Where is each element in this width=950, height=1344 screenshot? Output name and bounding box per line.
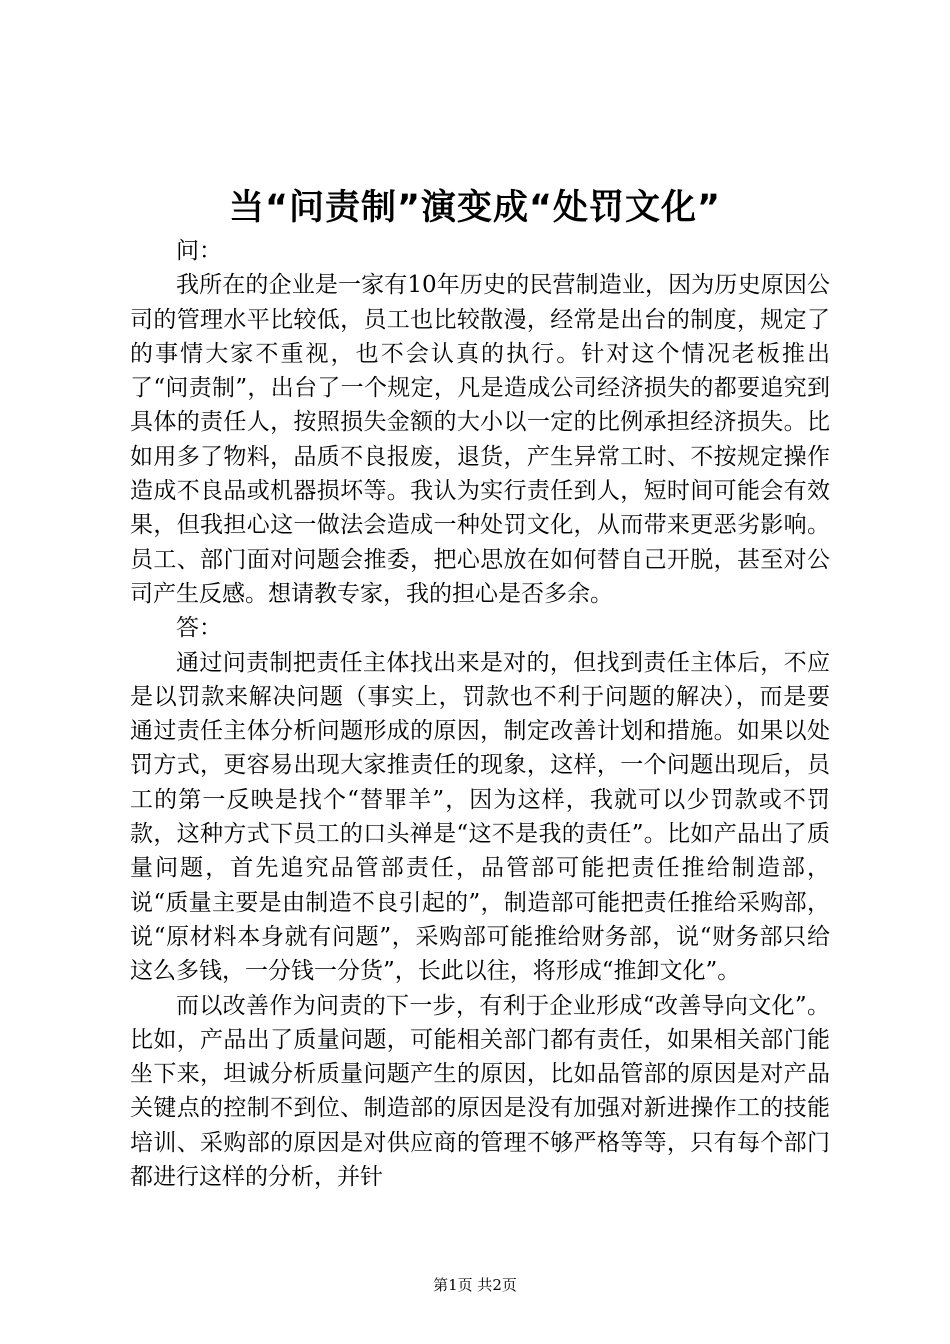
page-footer: 第1页 共2页 — [433, 1276, 517, 1294]
document-body — [130, 234, 830, 1194]
document-title: 当“问责制”演变成“处罚文化” — [228, 188, 721, 228]
question-paragraph: 我所在的企业是一家有10年历史的民营制造业，因为历史原因公司的管理水平比较低，员工也比较散漫，经常是出台的制度，规定了的事情大家不重视，也不会认真的执行。针对这个情况老板推出了“问责制”，出台了一个规定，凡是造成公司经济损失的都要追究到具体的责任人，按照损失金额的大小以一定的比例承担经济损失。比如用多了物料，品质不良报废，退货，产生异常工时、不按规定操作造成不良品或机器损坏等。我认为实行责任到人，短时间可能会有效果，但我担心这一做法会造成一种处罚文化，从而带来更恶劣影响。员工、部门面对问题会推委，把心思放在如何替自己开脱，甚至对公司产生反感。想请教专家，我的担心是否多余。 — [130, 272, 830, 607]
answer-paragraph-2: 而以改善作为问责的下一步，有利于企业形成“改善导向文化”。比如，产品出了质量问题，可能相关部门都有责任，如果相关部门能坐下来，坦诚分析质量问题产生的原因，比如品管部的原因是对产品关键点的控制不到位、制造部的原因是没有加强对新进操作工的技能培训、采购部的原因是对供应商的管理不够严格等等，只有每个部门都进行这样的分析，并针 — [130, 992, 830, 1191]
answer-paragraph-1: 通过问责制把责任主体找出来是对的，但找到责任主体后，不应是以罚款来解决问题（事实上，罚款也不利于问题的解决），而是要通过责任主体分析问题形成的原因，制定改善计划和措施。如果以处罚方式，更容易出现大家推责任的现象，这样，一个问题出现后，员工的第一反映是找个“替罪羊”，因为这样，我就可以少罚款或不罚款，这种方式下员工的口头禅是“这不是我的责任”。比如产品出了质量问题，首先追究品管部责任，品管部可能把责任推给制造部，说“质量主要是由制造不良引起的”，制造部可能把责任推给采购部，说“原材料本身就有问题”，采购部可能推给财务部，说“财务部只给这么多钱，一分钱一分货”，长此以往，将形成“推卸文化”。 — [130, 649, 830, 985]
answer-label: 答： — [176, 615, 222, 642]
question-label: 问： — [176, 238, 222, 264]
